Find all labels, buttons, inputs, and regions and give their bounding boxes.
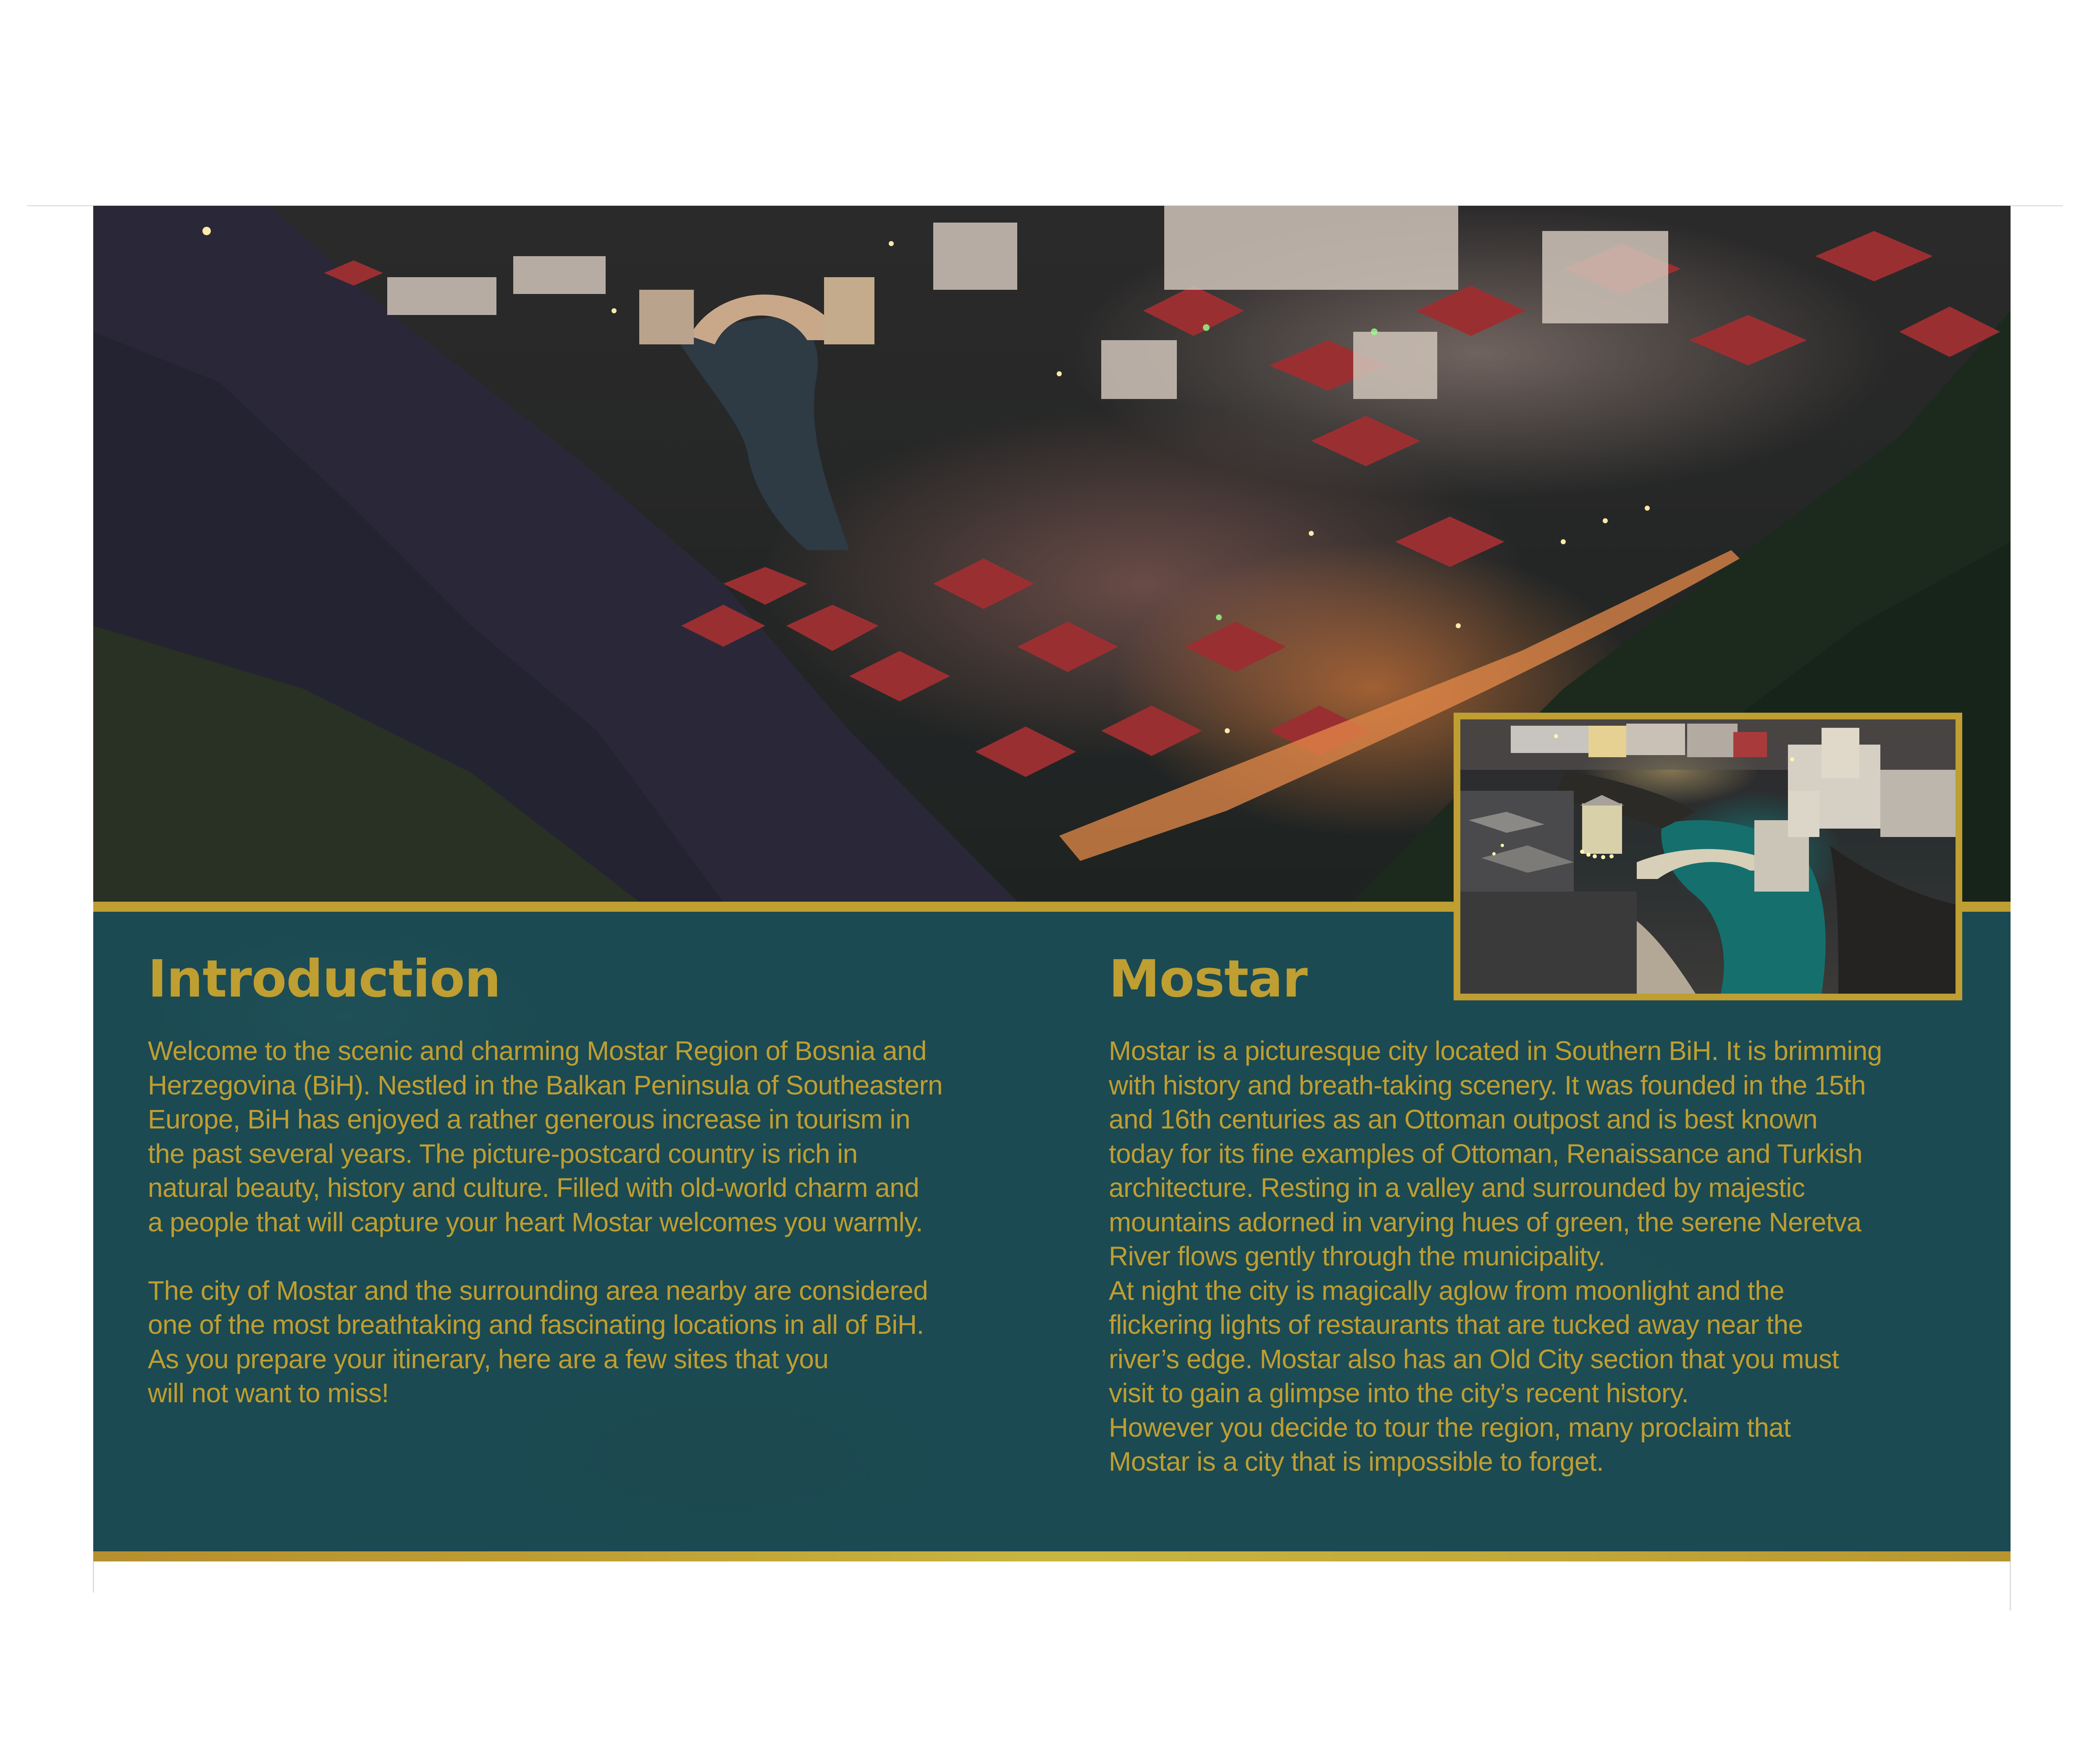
intro-p2-line: will not want to miss! <box>148 1378 389 1408</box>
mostar-body <box>1109 1034 1882 1479</box>
mostar-p1-line: mountains adorned in varying hues of green, the serene Neretva <box>1109 1207 1861 1237</box>
page-edge-left <box>93 1561 94 1593</box>
mostar-p2-line: visit to gain a glimpse into the city’s recent history. <box>1109 1378 1689 1408</box>
mostar-p1-line: River flows gently through the municipality. <box>1109 1241 1605 1271</box>
mostar-p1-line: with history and breath-taking scenery. It was founded in the 15th <box>1109 1070 1866 1100</box>
mostar-p2-line: flickering lights of restaurants that are tucked away near the <box>1109 1309 1803 1340</box>
mostar-p3-line: However you decide to tour the region, many proclaim that <box>1109 1412 1791 1443</box>
introduction-body <box>148 1034 942 1411</box>
mostar-p1-line: Mostar is a picturesque city located in Southern BiH. It is brimming <box>1109 1036 1882 1066</box>
intro-p1-line: the past several years. The picture-postcard country is rich in <box>148 1138 858 1169</box>
mostar-heading: Mostar <box>1109 949 1307 1009</box>
page-edge-right <box>2010 1561 2011 1611</box>
intro-p1-line: Herzegovina (BiH). Nestled in the Balkan Peninsula of Southeastern <box>148 1070 943 1100</box>
paragraph-gap <box>148 1239 942 1274</box>
intro-p2-line: As you prepare your itinerary, here are a few sites that you <box>148 1343 829 1374</box>
intro-p1-line: natural beauty, history and culture. Filled with old-world charm and <box>148 1173 919 1203</box>
mostar-p2-line: At night the city is magically aglow from moonlight and the <box>1109 1275 1785 1306</box>
intro-p1-line: Welcome to the scenic and charming Mostar Region of Bosnia and <box>148 1036 927 1066</box>
mostar-p1-line: and 16th centuries as an Ottoman outpost and is best known <box>1109 1104 1818 1134</box>
mostar-p1-line: architecture. Resting in a valley and surrounded by majestic <box>1109 1173 1805 1203</box>
inset-photo <box>1454 713 1962 1000</box>
mostar-p3-line: Mostar is a city that is impossible to forget. <box>1109 1446 1604 1477</box>
introduction-heading: Introduction <box>148 949 501 1009</box>
intro-p1-line: Europe, BiH has enjoyed a rather generous increase in tourism in <box>148 1104 911 1134</box>
mostar-p2-line: river’s edge. Mostar also has an Old City section that you must <box>1109 1343 1839 1374</box>
inset-photo-illustration <box>1460 719 1956 994</box>
mostar-p1-line: today for its fine examples of Ottoman, Renaissance and Turkish <box>1109 1138 1863 1169</box>
gold-divider-bottom <box>93 1551 2011 1561</box>
intro-p1-line: a people that will capture your heart Mostar welcomes you warmly. <box>148 1207 923 1237</box>
intro-p2-line: one of the most breathtaking and fascinating locations in all of BiH. <box>148 1309 924 1340</box>
intro-p2-line: The city of Mostar and the surrounding area nearby are considered <box>148 1275 928 1306</box>
